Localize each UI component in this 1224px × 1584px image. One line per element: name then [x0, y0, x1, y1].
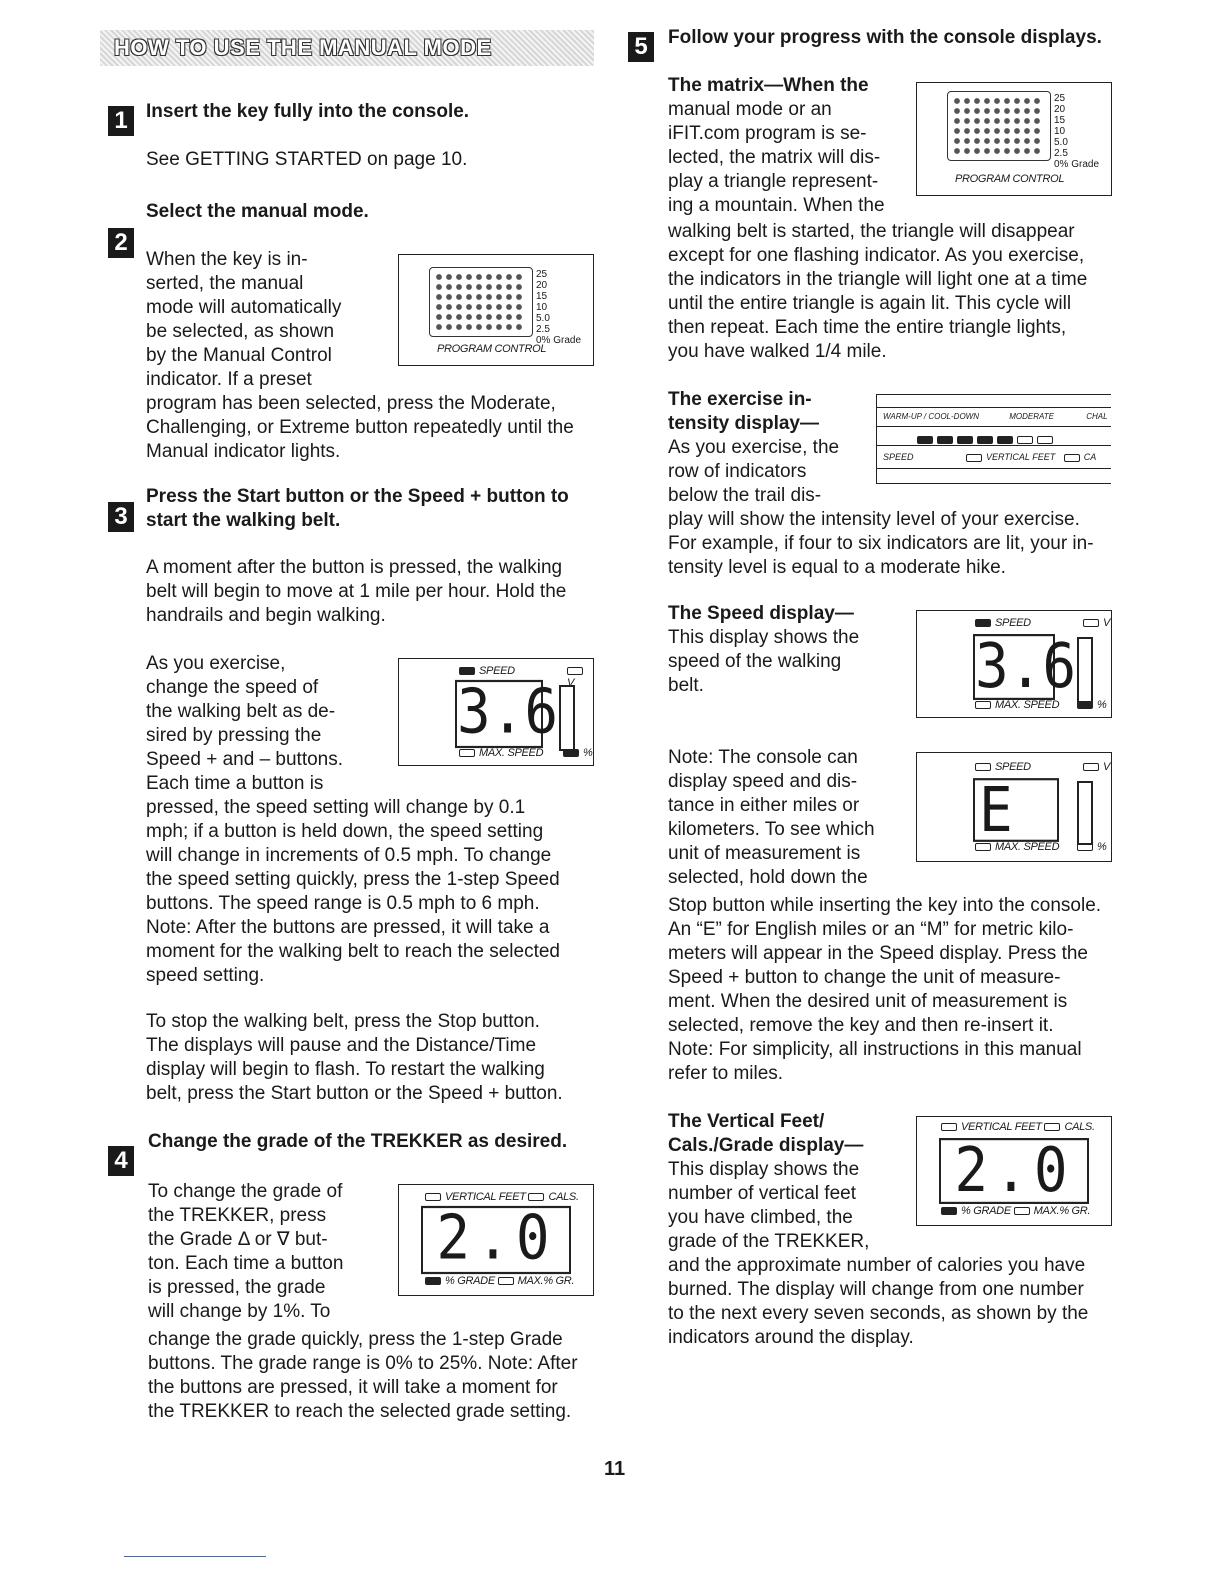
matrix-full-text: walking belt is started, the triangle will disappear except for one flashing indicator. As you exercise, the indicators in the triangle will light one at a time until the entire triangle is again lit. This cycle will then repeat. Each time the entire triangle lights, you have walked 1/4 mile. — [668, 221, 1088, 362]
step-1-body: See GETTING STARTED on page 10. — [146, 149, 468, 170]
step-2-wrap-text: When the key is in- serted, the manual mode will automatically be selected, as shown by the Manual Control indicator. If a preset — [146, 249, 342, 390]
grade-display-figure-left: VERTICAL FEET CALS. 2.0 % GRADE MAX.% GR. — [398, 1184, 594, 1296]
step-4-heading: Change the grade of the TREKKER as desired. — [148, 1131, 568, 1152]
grade-scale: 25 20 15 10 5.0 2.5 — [536, 269, 550, 335]
step-3-para-1: A moment after the button is pressed, the walking belt will begin to move at 1 mile per hour. Hold the handrails and begin walking. — [146, 557, 567, 626]
speed-display-figure-left: SPEED V 3.6 MAX. SPEED % — [398, 658, 594, 766]
grade-display-figure-right: VERTICAL FEET CALS. 2.0 % GRADE MAX.% GR. — [916, 1116, 1112, 1226]
step-4-wrap-text: To change the grade of the TREKKER, press the Grade Δ or ∇ but- ton. Each time a button is pressed, the grade will change by 1%. To — [148, 1181, 344, 1322]
vertical-full-text: and the approximate number of calories you have burned. The display will change from one number to the next every seven seconds, as shown by the indicators around the display. — [668, 1255, 1089, 1348]
program-control-figure-right: 25 20 15 10 5.0 2.5 0% Grade PROGRAM CONTROL — [916, 82, 1112, 196]
step-1-heading: Insert the key fully into the console. — [146, 101, 470, 122]
grade-lcd: 2.0 — [421, 1206, 571, 1274]
footer-rule — [124, 1556, 266, 1557]
step-3-heading: Press the Start button or the Speed + button to start the walking belt. — [146, 486, 569, 531]
step-3-para-3: To stop the walking belt, press the Stop button. The displays will pause and the Distance/Time display will begin to flash. To restart the walking belt, press the Start button or the Speed + button. — [146, 1011, 563, 1104]
matrix-display — [429, 267, 533, 337]
step-4-full-text: change the grade quickly, press the 1-step Grade buttons. The grade range is 0% to 25%. Note: After the buttons are pressed, it will take a moment for the TREKKER to reach the selected grade setting. — [148, 1329, 578, 1422]
matrix-display-right — [947, 91, 1051, 161]
step-3-full-text: pressed, the speed setting will change by 0.1 mph; if a button is held down, the speed setting will change in increments of 0.5 mph. To change the speed setting quickly, press the 1-step Speed buttons. The speed range is 0.5 mph to 6 mph. Note: After the buttons are pressed, it will take a moment for the walking belt to reach the selected speed setting. — [146, 797, 561, 986]
intensity-display-figure: WARM-UP / COOL-DOWN MODERATE CHAL SPEED VERTICAL FEET CA — [876, 394, 1111, 484]
units-lcd: E — [973, 778, 1059, 842]
vertical-wrap-text: The Vertical Feet/ Cals./Grade display— This display shows the number of vertical feet you have climbed, the grade of the TREKKER, — [668, 1111, 870, 1252]
units-display-figure: SPEED V E MAX. SPEED % — [916, 752, 1112, 862]
section-banner — [100, 30, 594, 66]
speed-display-figure-right: SPEED V 3.6 MAX. SPEED % — [916, 610, 1112, 718]
step-3-badge: 3 — [108, 502, 134, 532]
speed-lcd: 3.6 — [457, 676, 559, 749]
step-2-heading: Select the manual mode. — [146, 201, 369, 222]
speed-display-text: The Speed display— This display shows the speed of the walking belt. — [668, 603, 860, 696]
intensity-full-text: play will show the intensity level of your exercise. For example, if four to six indicators are lit, your in- tensity level is equal to a moderate hike. — [668, 509, 1094, 578]
program-control-caption: PROGRAM CONTROL — [437, 343, 547, 355]
step-1-badge: 1 — [108, 106, 134, 136]
grade-label: Grade — [553, 335, 582, 346]
step-2-badge: 2 — [108, 228, 134, 258]
page-number: 11 — [604, 1458, 626, 1480]
step-5-badge: 5 — [628, 32, 654, 62]
units-wrap-text: Note: The console can display speed and dis- tance in either miles or kilometers. To see which unit of measurement is selected, hold down the — [668, 747, 875, 888]
intensity-wrap-text: The exercise in- tensity display— As you exercise, the row of indicators below the trail dis- — [668, 389, 840, 506]
step-5-heading: Follow your progress with the console displays. — [668, 27, 1102, 48]
section-title: HOW TO USE THE MANUAL MODE — [114, 35, 492, 60]
step-3-wrap-text: As you exercise, change the speed of the walking belt as de- sired by pressing the Speed + and – buttons. Each time a button is — [146, 653, 344, 794]
matrix-wrap-text: The matrix—When the manual mode or an iFIT.com program is se- lected, the matrix will dis- play a triangle represent- ing a mountain. When the — [668, 75, 885, 216]
step-2-full-text: program has been selected, press the Moderate, Challenging, or Extreme button repeatedly until the Manual indicator lights. — [146, 393, 574, 462]
program-control-figure: 25 20 15 10 5.0 2.5 0% Grade PROGRAM CONTROL — [398, 254, 594, 366]
step-4-badge: 4 — [108, 1146, 134, 1176]
units-full-text: Stop button while inserting the key into the console. An “E” for English miles or an “M” for metric kilo- meters will appear in the Speed display. Press the Speed + button to change the unit of measure- ment. When the desired unit of measurement is selected, remove the key and then re-insert it. Note: For simplicity, all instructions in this manual refer to miles. — [668, 895, 1102, 1084]
